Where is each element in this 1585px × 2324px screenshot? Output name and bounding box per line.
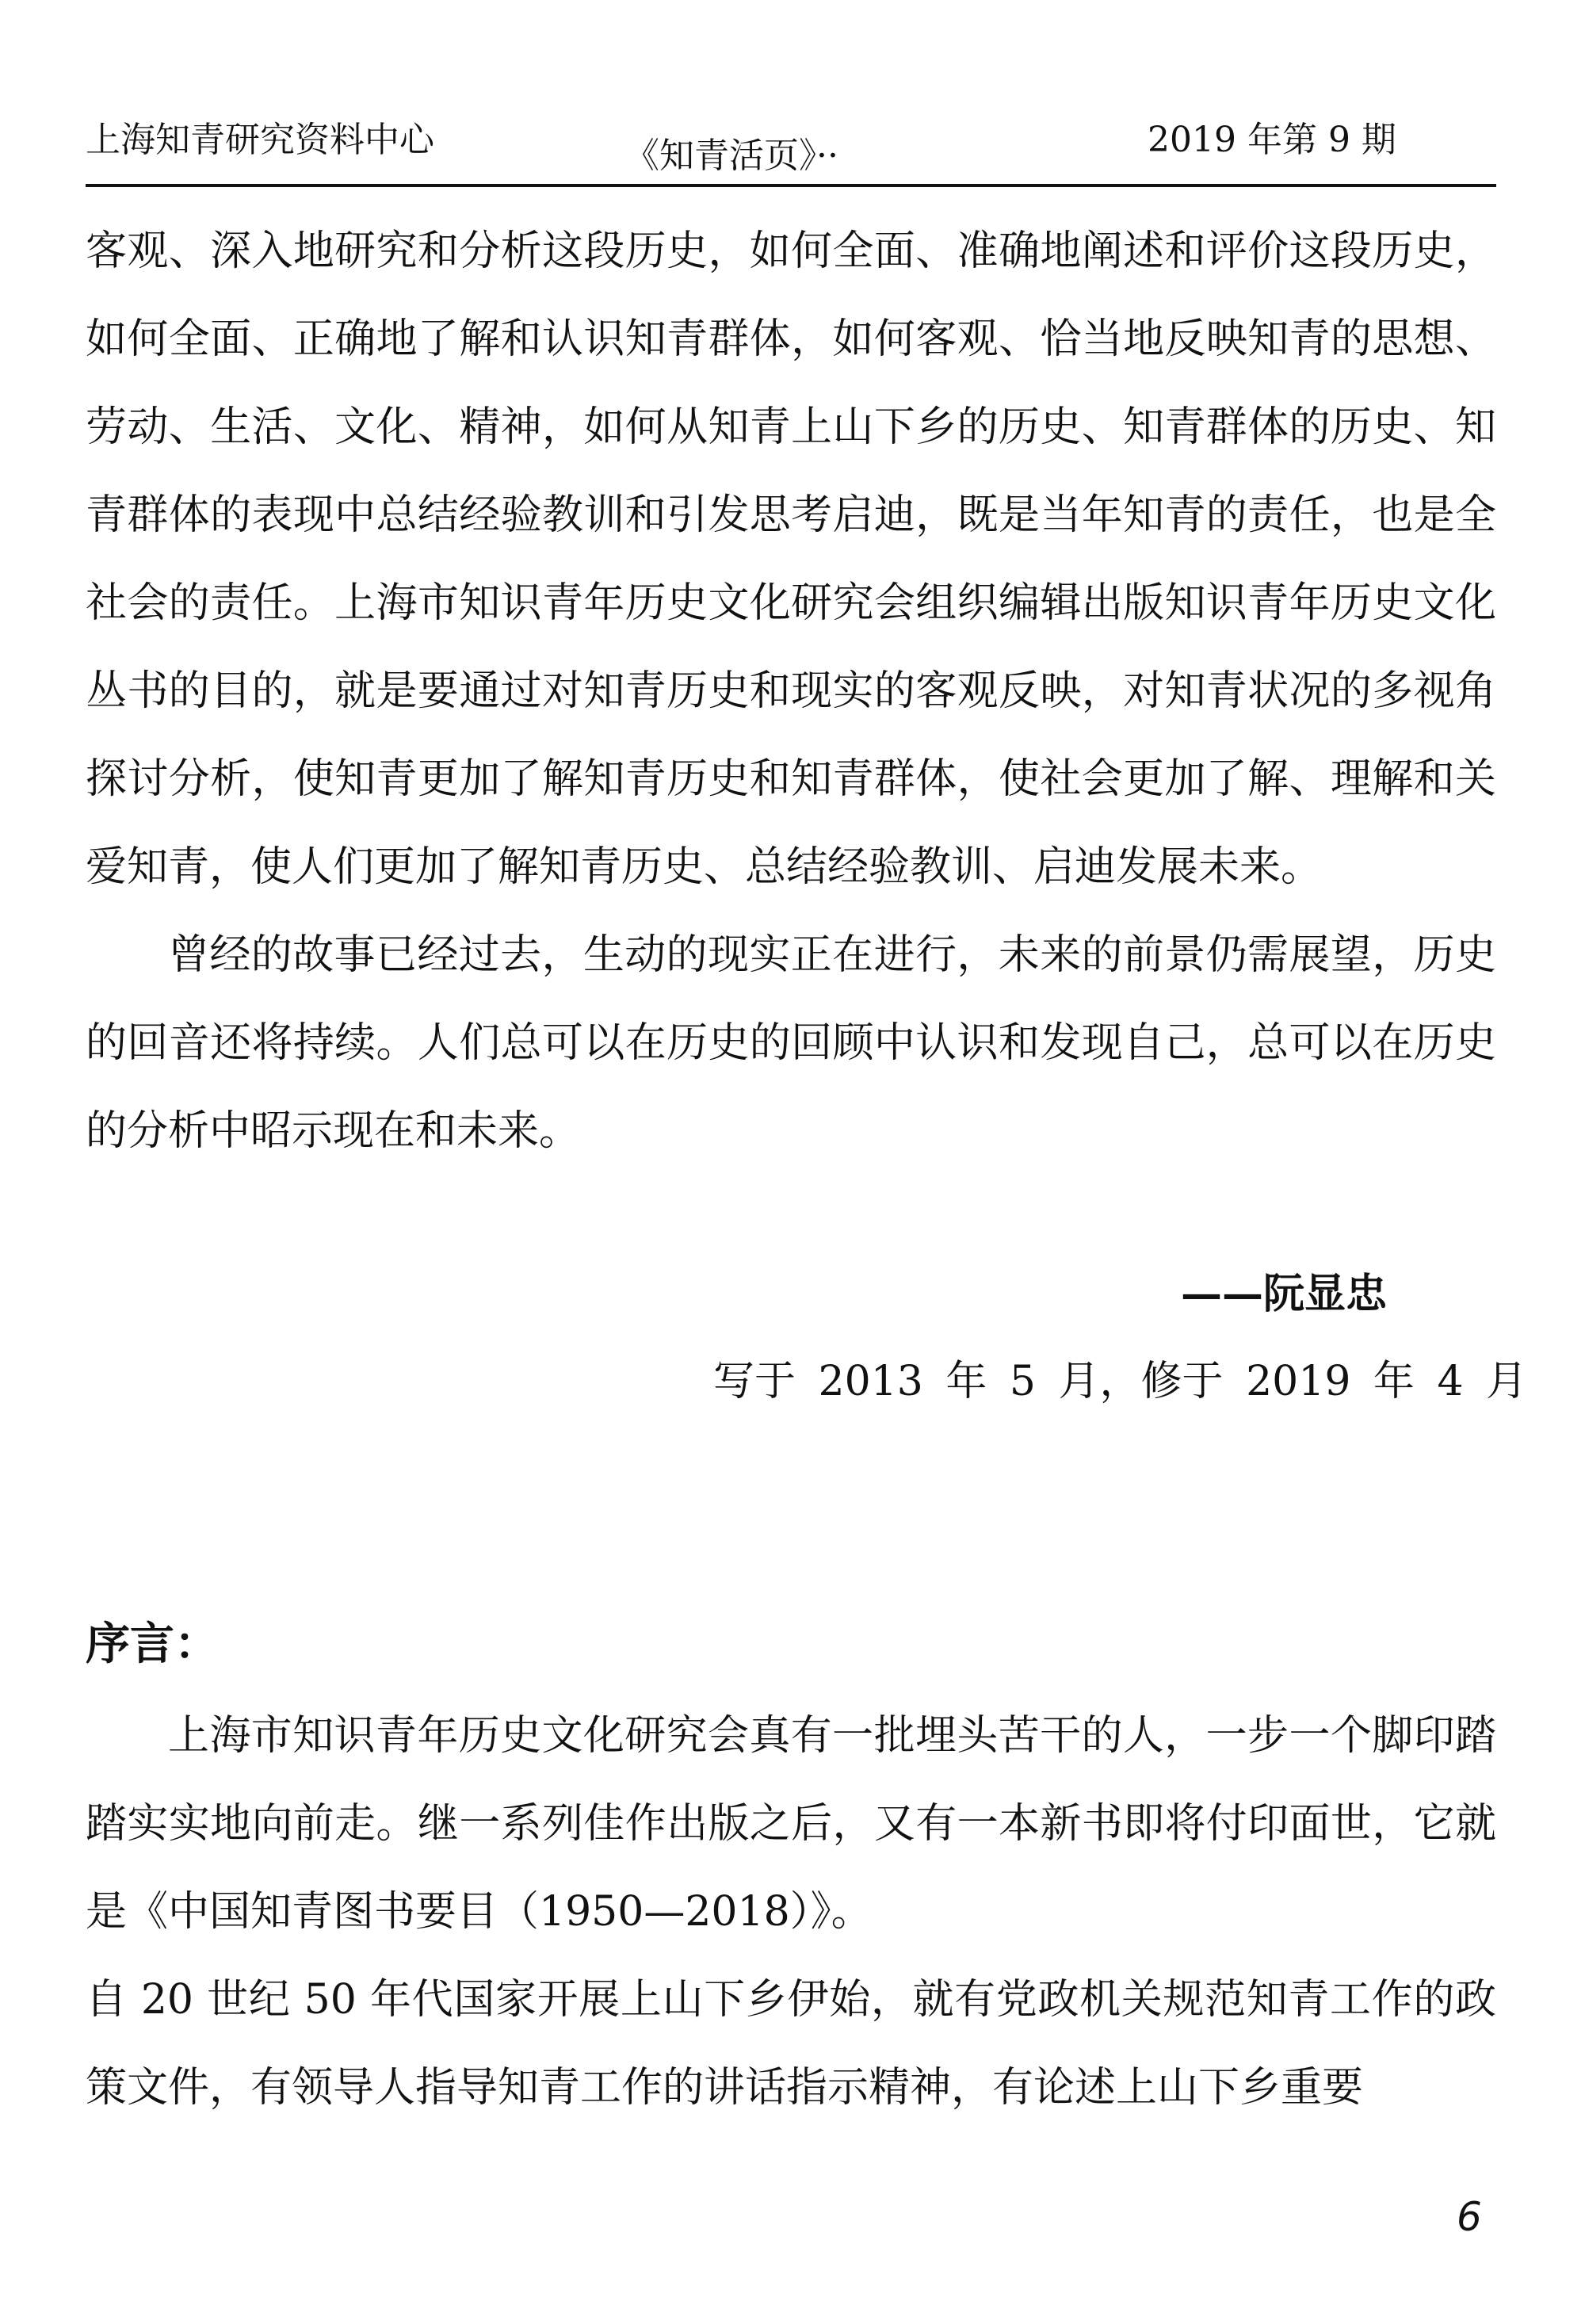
body-paragraph: 曾经的故事已经过去，生动的现实正在进行，未来的前景仍需展望，历史的回音还将持续。人们总可以在历史的回顾中认识和发现自己，总可以在历史的分析中昭示现在和未来。 — [86, 931, 1496, 1155]
main-text — [86, 208, 1496, 1175]
author-signature: ——阮显忠 — [1181, 1270, 1388, 1318]
header-rule — [86, 184, 1496, 187]
body-paragraph: 客观、深入地研究和分析这段历史，如何全面、准确地阐述和评价这段历史，如何全面、正确地了解和认识知青群体，如何客观、恰当地反映知青的思想、劳动、生活、文化、精神，如何从知青上山下乡的历史、知青群体的历史、知青群体的表现中总结经验教训和引发思考启迪，既是当年知青的责任，也是全社会的责任。上海市知识青年历史文化研究会组织编辑出版知识青年历史文化丛书的目的，就是要通过对知青历史和现实的客观反映，对知青状况的多视角探讨分析，使知青更加了解知青历史和知青群体，使社会更加了解、理解和关爱知青，使人们更加了解知青历史、总结经验教训、启迪发展未来。 — [86, 227, 1496, 891]
header-publication-title: 《知青活页》·· — [624, 136, 838, 176]
header-org-name: 上海知青研究资料中心 — [86, 120, 434, 160]
preface-text — [86, 1692, 1496, 2132]
preface-paragraph: 上海市知识青年历史文化研究会真有一批埋头苦干的人，一步一个脚印踏踏实实地向前走。继一系列佳作出版之后，又有一本新书即将付印面世，它就是《中国知青图书要目（1950—2018）》。 — [86, 1712, 1496, 1936]
preface-paragraph: 自 20 世纪 50 年代国家开展上山下乡伊始，就有党政机关规范知青工作的政策文件，有领导人指导知青工作的讲话指示精神，有论述上山下乡重要 — [86, 1976, 1496, 2112]
preface-title: 序言： — [86, 1619, 219, 1670]
header-issue: 2019 年第 9 期 — [1148, 120, 1396, 160]
page-number: 6 — [1457, 2194, 1482, 2240]
dateline: 写于 2013 年 5 月，修于 2019 年 4 月 — [713, 1358, 1528, 1405]
page-header — [86, 103, 1499, 190]
